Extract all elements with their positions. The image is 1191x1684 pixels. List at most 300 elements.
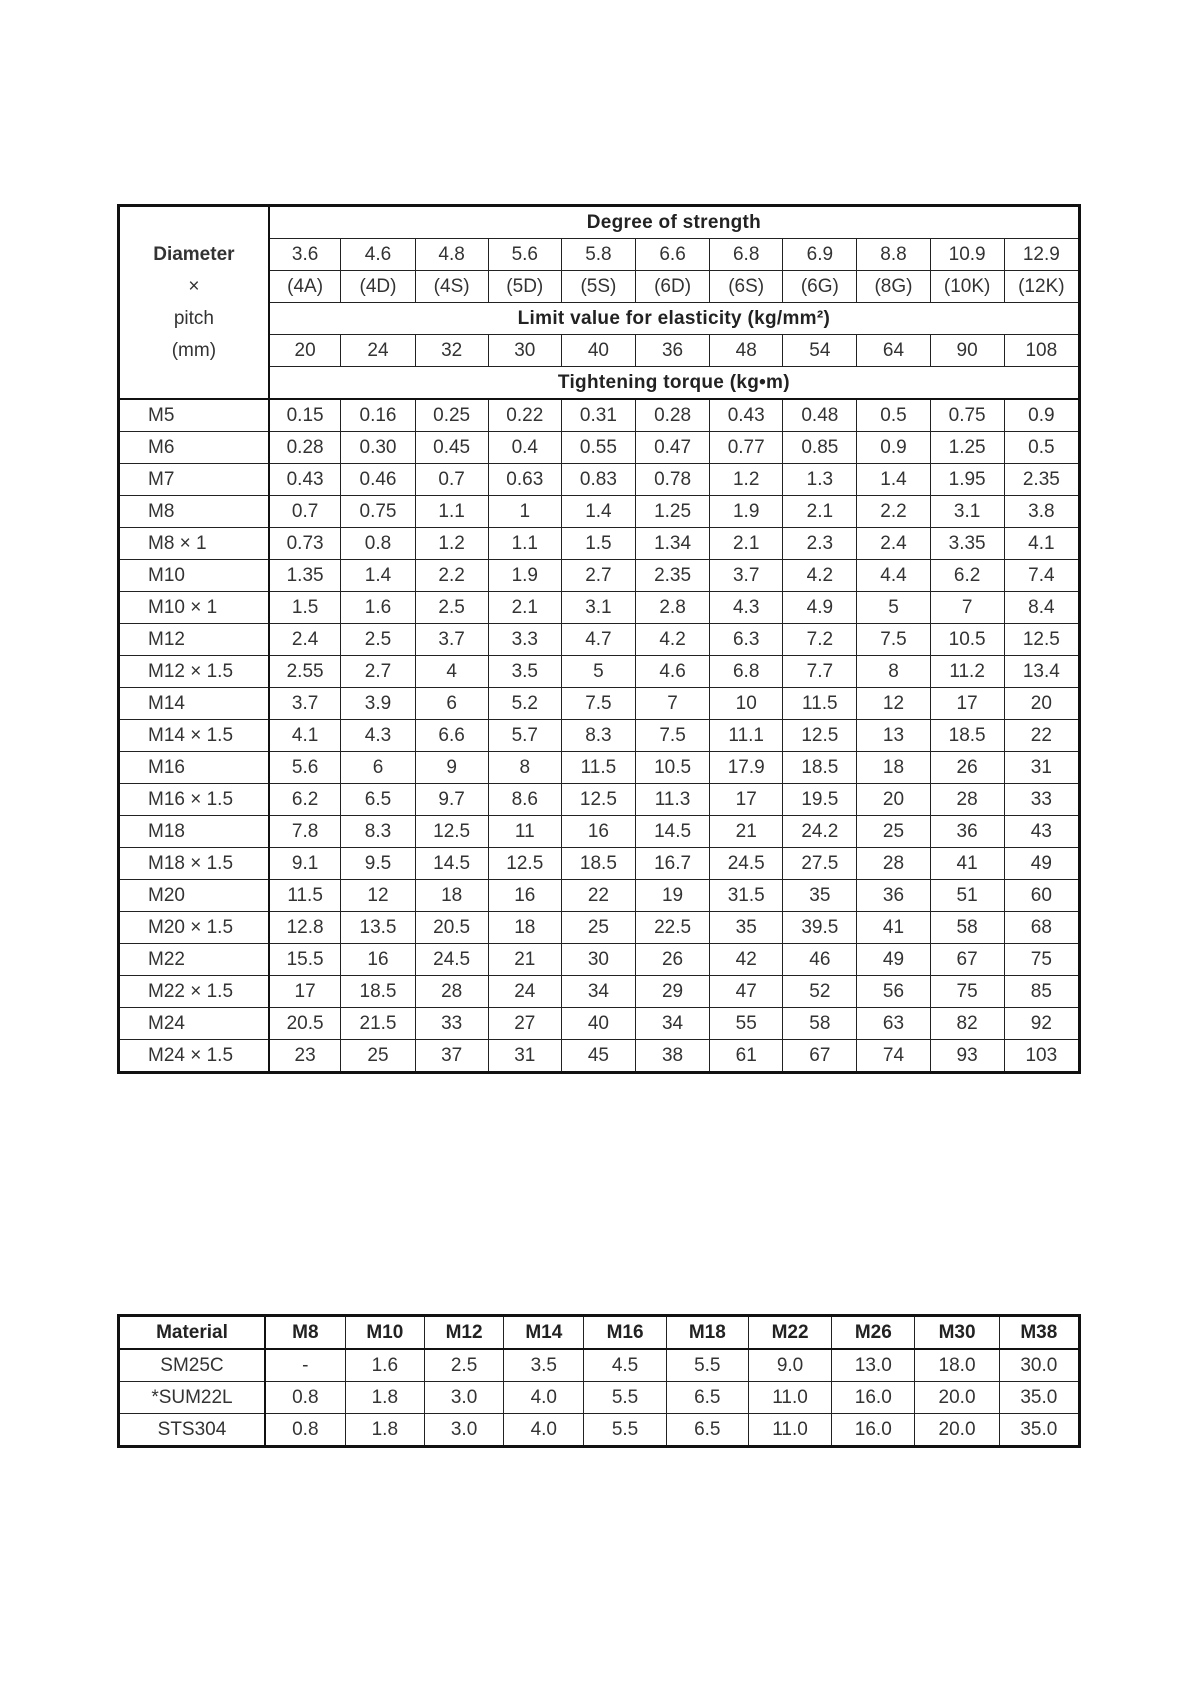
torque-value-cell: 41: [857, 912, 930, 944]
torque-value-cell: 61: [710, 1040, 783, 1073]
diameter-cell: M8 × 1: [119, 528, 269, 560]
torque-value-cell: 7.7: [783, 656, 857, 688]
table-row: [119, 848, 1080, 880]
torque-value-cell: 7.5: [561, 688, 635, 720]
material-value-cell: 3.5: [504, 1349, 584, 1382]
diameter-cell: M12 × 1.5: [119, 656, 269, 688]
torque-value-cell: 10: [710, 688, 783, 720]
torque-value-cell: 58: [930, 912, 1004, 944]
table-row: [119, 912, 1080, 944]
diameter-cell: M18 × 1.5: [119, 848, 269, 880]
torque-value-cell: 10.5: [635, 752, 709, 784]
torque-value-cell: 1: [488, 496, 561, 528]
torque-value-cell: 21.5: [341, 1008, 415, 1040]
tightening-torque-caption: Tightening torque (kg•m): [269, 367, 1080, 400]
torque-value-cell: 26: [930, 752, 1004, 784]
torque-value-cell: 0.48: [783, 399, 857, 432]
torque-value-cell: 1.1: [488, 528, 561, 560]
torque-value-cell: 8.4: [1004, 592, 1079, 624]
torque-value-cell: 18: [488, 912, 561, 944]
torque-value-cell: 11.1: [710, 720, 783, 752]
material-value-cell: 9.0: [748, 1349, 831, 1382]
grade-code-cell: (5D): [488, 271, 561, 303]
torque-value-cell: 0.77: [710, 432, 783, 464]
torque-value-cell: 14.5: [635, 816, 709, 848]
torque-value-cell: 82: [930, 1008, 1004, 1040]
torque-value-cell: 12.5: [783, 720, 857, 752]
torque-value-cell: 1.9: [488, 560, 561, 592]
torque-value-cell: 0.9: [857, 432, 930, 464]
torque-value-cell: 7.5: [857, 624, 930, 656]
torque-value-cell: 7: [635, 688, 709, 720]
table-row: [119, 592, 1080, 624]
torque-value-cell: 0.16: [341, 399, 415, 432]
torque-value-cell: 0.43: [710, 399, 783, 432]
torque-value-cell: 22.5: [635, 912, 709, 944]
material-value-cell: 3.0: [424, 1414, 503, 1447]
torque-value-cell: 0.75: [341, 496, 415, 528]
torque-value-cell: 1.9: [710, 496, 783, 528]
torque-value-cell: 28: [930, 784, 1004, 816]
torque-value-cell: 3.3: [488, 624, 561, 656]
torque-value-cell: 6.5: [341, 784, 415, 816]
grade-cell: 6.6: [635, 239, 709, 271]
grade-code-cell: (4D): [341, 271, 415, 303]
elasticity-cell: 48: [710, 335, 783, 367]
torque-value-cell: 2.7: [561, 560, 635, 592]
torque-value-cell: 43: [1004, 816, 1079, 848]
torque-value-cell: 2.5: [415, 592, 488, 624]
torque-value-cell: 17.9: [710, 752, 783, 784]
torque-value-cell: 8.3: [561, 720, 635, 752]
elasticity-caption: Limit value for elasticity (kg/mm²): [269, 303, 1080, 335]
elasticity-cell: 30: [488, 335, 561, 367]
elasticity-cell: 40: [561, 335, 635, 367]
diameter-cell: M20 × 1.5: [119, 912, 269, 944]
torque-value-cell: 12.8: [269, 912, 341, 944]
torque-value-cell: 20.5: [415, 912, 488, 944]
material-value-cell: 16.0: [832, 1382, 915, 1414]
torque-value-cell: 4.2: [635, 624, 709, 656]
elasticity-cell: 64: [857, 335, 930, 367]
torque-value-cell: 17: [269, 976, 341, 1008]
torque-value-cell: 85: [1004, 976, 1079, 1008]
torque-value-cell: 47: [710, 976, 783, 1008]
torque-value-cell: 25: [857, 816, 930, 848]
elasticity-cell: 54: [783, 335, 857, 367]
torque-value-cell: 0.30: [341, 432, 415, 464]
torque-value-cell: 7.8: [269, 816, 341, 848]
torque-value-cell: 13.5: [341, 912, 415, 944]
torque-value-cell: 1.3: [783, 464, 857, 496]
torque-value-cell: 4.3: [341, 720, 415, 752]
torque-value-cell: 2.2: [415, 560, 488, 592]
diameter-cell: M18: [119, 816, 269, 848]
torque-value-cell: 11: [488, 816, 561, 848]
torque-value-cell: 18: [415, 880, 488, 912]
torque-value-cell: 0.22: [488, 399, 561, 432]
material-value-cell: 16.0: [832, 1414, 915, 1447]
torque-value-cell: 4.9: [783, 592, 857, 624]
diameter-cell: M24: [119, 1008, 269, 1040]
torque-value-cell: 1.95: [930, 464, 1004, 496]
torque-value-cell: 1.2: [710, 464, 783, 496]
material-value-cell: 5.5: [584, 1382, 666, 1414]
material-value-cell: 11.0: [748, 1414, 831, 1447]
grade-code-cell: (6S): [710, 271, 783, 303]
torque-value-cell: 15.5: [269, 944, 341, 976]
torque-value-cell: 67: [930, 944, 1004, 976]
torque-value-cell: 13.4: [1004, 656, 1079, 688]
table-row: [119, 560, 1080, 592]
torque-value-cell: 0.45: [415, 432, 488, 464]
material-value-cell: -: [265, 1349, 345, 1382]
diameter-pitch-header: [119, 206, 269, 400]
torque-value-cell: 16: [488, 880, 561, 912]
material-value-cell: 1.6: [345, 1349, 424, 1382]
diameter-cell: M14: [119, 688, 269, 720]
material-value-cell: 3.0: [424, 1382, 503, 1414]
table-row: [119, 1382, 1080, 1414]
material-value-cell: 2.5: [424, 1349, 503, 1382]
elasticity-cell: 32: [415, 335, 488, 367]
torque-value-cell: 34: [635, 1008, 709, 1040]
torque-value-cell: 16: [341, 944, 415, 976]
diameter-cell: M8: [119, 496, 269, 528]
torque-value-cell: 23: [269, 1040, 341, 1073]
torque-value-cell: 25: [561, 912, 635, 944]
diameter-label: Diameter: [153, 243, 235, 265]
grade-code-cell: (12K): [1004, 271, 1079, 303]
torque-value-cell: 60: [1004, 880, 1079, 912]
torque-value-cell: 27: [488, 1008, 561, 1040]
torque-value-cell: 19.5: [783, 784, 857, 816]
diameter-cell: M24 × 1.5: [119, 1040, 269, 1073]
torque-value-cell: 3.7: [415, 624, 488, 656]
torque-value-cell: 7: [930, 592, 1004, 624]
torque-value-cell: 56: [857, 976, 930, 1008]
grade-cell: 5.8: [561, 239, 635, 271]
torque-value-cell: 68: [1004, 912, 1079, 944]
torque-value-cell: 36: [857, 880, 930, 912]
torque-value-cell: 14.5: [415, 848, 488, 880]
torque-value-cell: 7.4: [1004, 560, 1079, 592]
torque-value-cell: 8.3: [341, 816, 415, 848]
torque-value-cell: 6.2: [930, 560, 1004, 592]
torque-value-cell: 2.5: [341, 624, 415, 656]
material-value-cell: 6.5: [666, 1414, 748, 1447]
torque-value-cell: 1.6: [341, 592, 415, 624]
torque-value-cell: 6: [415, 688, 488, 720]
torque-value-cell: 4.1: [269, 720, 341, 752]
torque-value-cell: 20: [857, 784, 930, 816]
torque-value-cell: 3.8: [1004, 496, 1079, 528]
size-column-header: M22: [748, 1316, 831, 1350]
grade-cell: 12.9: [1004, 239, 1079, 271]
elasticity-cell: 24: [341, 335, 415, 367]
torque-value-cell: 11.5: [269, 880, 341, 912]
torque-value-cell: 1.4: [857, 464, 930, 496]
torque-value-cell: 1.34: [635, 528, 709, 560]
torque-value-cell: 0.4: [488, 432, 561, 464]
torque-value-cell: 92: [1004, 1008, 1079, 1040]
material-value-cell: 35.0: [999, 1414, 1079, 1447]
material-name-cell: SM25C: [119, 1349, 265, 1382]
torque-value-cell: 27.5: [783, 848, 857, 880]
pitch-label: pitch: [173, 307, 214, 329]
table-row: [119, 1349, 1080, 1382]
torque-value-cell: 35: [783, 880, 857, 912]
torque-value-cell: 0.5: [857, 399, 930, 432]
size-column-header: M14: [504, 1316, 584, 1350]
torque-value-cell: 49: [857, 944, 930, 976]
torque-value-cell: 7.2: [783, 624, 857, 656]
torque-value-cell: 12.5: [488, 848, 561, 880]
torque-value-cell: 6.3: [710, 624, 783, 656]
torque-value-cell: 3.9: [341, 688, 415, 720]
torque-value-cell: 8: [857, 656, 930, 688]
material-value-cell: 18.0: [915, 1349, 999, 1382]
torque-value-cell: 1.5: [561, 528, 635, 560]
torque-value-cell: 0.73: [269, 528, 341, 560]
torque-value-cell: 2.7: [341, 656, 415, 688]
torque-value-cell: 22: [1004, 720, 1079, 752]
table-row: [119, 1008, 1080, 1040]
torque-value-cell: 103: [1004, 1040, 1079, 1073]
torque-value-cell: 93: [930, 1040, 1004, 1073]
torque-value-cell: 39.5: [783, 912, 857, 944]
torque-value-cell: 4.7: [561, 624, 635, 656]
torque-value-cell: 16.7: [635, 848, 709, 880]
torque-value-cell: 12.5: [1004, 624, 1079, 656]
table-row: [119, 752, 1080, 784]
grade-cell: 6.8: [710, 239, 783, 271]
size-column-header: M26: [832, 1316, 915, 1350]
torque-value-cell: 31.5: [710, 880, 783, 912]
torque-value-cell: 21: [488, 944, 561, 976]
torque-value-cell: 2.4: [857, 528, 930, 560]
diameter-cell: M14 × 1.5: [119, 720, 269, 752]
table-row: [119, 528, 1080, 560]
size-column-header: M18: [666, 1316, 748, 1350]
torque-value-cell: 24.5: [415, 944, 488, 976]
material-torque-table: [117, 1314, 1081, 1448]
torque-value-cell: 4.1: [1004, 528, 1079, 560]
material-value-cell: 5.5: [584, 1414, 666, 1447]
unit-label: (mm): [171, 339, 217, 361]
torque-value-cell: 20: [1004, 688, 1079, 720]
material-value-cell: 13.0: [832, 1349, 915, 1382]
diameter-cell: M22 × 1.5: [119, 976, 269, 1008]
material-value-cell: 20.0: [915, 1382, 999, 1414]
diameter-cell: M22: [119, 944, 269, 976]
material-header-row: [119, 1316, 1080, 1350]
torque-value-cell: 1.25: [930, 432, 1004, 464]
torque-value-cell: 0.47: [635, 432, 709, 464]
torque-value-cell: 38: [635, 1040, 709, 1073]
elasticity-cell: 90: [930, 335, 1004, 367]
torque-value-cell: 5: [857, 592, 930, 624]
torque-value-cell: 12.5: [561, 784, 635, 816]
torque-value-cell: 45: [561, 1040, 635, 1073]
elasticity-cell: 20: [269, 335, 341, 367]
torque-value-cell: 0.28: [269, 432, 341, 464]
torque-value-cell: 18.5: [930, 720, 1004, 752]
table-row: [119, 399, 1080, 432]
torque-value-cell: 12.5: [415, 816, 488, 848]
torque-value-cell: 29: [635, 976, 709, 1008]
elasticity-cell: 36: [635, 335, 709, 367]
material-value-cell: 4.5: [584, 1349, 666, 1382]
torque-value-cell: 9.7: [415, 784, 488, 816]
diameter-cell: M12: [119, 624, 269, 656]
torque-value-cell: 4.6: [635, 656, 709, 688]
table-row: [119, 432, 1080, 464]
torque-value-cell: 3.5: [488, 656, 561, 688]
diameter-cell: M10 × 1: [119, 592, 269, 624]
grade-code-cell: (6D): [635, 271, 709, 303]
torque-value-cell: 2.8: [635, 592, 709, 624]
torque-value-cell: 0.25: [415, 399, 488, 432]
times-symbol: ×: [188, 275, 200, 297]
torque-value-cell: 1.2: [415, 528, 488, 560]
torque-value-cell: 7.5: [635, 720, 709, 752]
torque-value-cell: 5: [561, 656, 635, 688]
torque-value-cell: 4.2: [783, 560, 857, 592]
grade-cell: 4.8: [415, 239, 488, 271]
table-row: [119, 1040, 1080, 1073]
torque-value-cell: 2.35: [1004, 464, 1079, 496]
table-row: [119, 880, 1080, 912]
torque-value-cell: 1.1: [415, 496, 488, 528]
torque-value-cell: 24.5: [710, 848, 783, 880]
torque-value-cell: 10.5: [930, 624, 1004, 656]
torque-value-cell: 0.75: [930, 399, 1004, 432]
grade-code-cell: (8G): [857, 271, 930, 303]
torque-value-cell: 63: [857, 1008, 930, 1040]
torque-value-cell: 0.31: [561, 399, 635, 432]
torque-value-cell: 28: [857, 848, 930, 880]
torque-value-cell: 8.6: [488, 784, 561, 816]
elasticity-cell: 108: [1004, 335, 1079, 367]
torque-value-cell: 4.4: [857, 560, 930, 592]
size-column-header: M8: [265, 1316, 345, 1350]
torque-value-cell: 33: [1004, 784, 1079, 816]
torque-value-cell: 18.5: [783, 752, 857, 784]
torque-value-cell: 1.35: [269, 560, 341, 592]
size-column-header: M12: [424, 1316, 503, 1350]
table-row: [119, 784, 1080, 816]
torque-value-cell: 0.78: [635, 464, 709, 496]
torque-value-cell: 12: [341, 880, 415, 912]
torque-value-cell: 0.8: [341, 528, 415, 560]
table-row: [119, 624, 1080, 656]
torque-value-cell: 35: [710, 912, 783, 944]
torque-value-cell: 25: [341, 1040, 415, 1073]
diameter-cell: M6: [119, 432, 269, 464]
grade-code-cell: (5S): [561, 271, 635, 303]
torque-value-cell: 49: [1004, 848, 1079, 880]
torque-value-cell: 2.55: [269, 656, 341, 688]
torque-value-cell: 58: [783, 1008, 857, 1040]
torque-value-cell: 11.5: [783, 688, 857, 720]
torque-value-cell: 2.35: [635, 560, 709, 592]
grade-cell: 10.9: [930, 239, 1004, 271]
diameter-cell: M10: [119, 560, 269, 592]
torque-value-cell: 8: [488, 752, 561, 784]
degree-of-strength-caption: Degree of strength: [269, 206, 1080, 239]
torque-value-cell: 1.25: [635, 496, 709, 528]
diameter-cell: M16: [119, 752, 269, 784]
torque-value-cell: 21: [710, 816, 783, 848]
torque-value-cell: 3.7: [269, 688, 341, 720]
size-column-header: M16: [584, 1316, 666, 1350]
torque-value-cell: 0.85: [783, 432, 857, 464]
torque-value-cell: 3.7: [710, 560, 783, 592]
torque-value-cell: 1.4: [341, 560, 415, 592]
torque-value-cell: 19: [635, 880, 709, 912]
torque-value-cell: 18.5: [341, 976, 415, 1008]
size-column-header: M38: [999, 1316, 1079, 1350]
torque-value-cell: 5.2: [488, 688, 561, 720]
size-column-header: M10: [345, 1316, 424, 1350]
torque-value-cell: 0.7: [269, 496, 341, 528]
torque-value-cell: 0.28: [635, 399, 709, 432]
torque-value-cell: 3.1: [930, 496, 1004, 528]
torque-value-cell: 5.6: [269, 752, 341, 784]
material-column-header: Material: [119, 1316, 265, 1350]
torque-value-cell: 0.7: [415, 464, 488, 496]
material-name-cell: *SUM22L: [119, 1382, 265, 1414]
material-name-cell: STS304: [119, 1414, 265, 1447]
grade-code-cell: (6G): [783, 271, 857, 303]
torque-value-cell: 24: [488, 976, 561, 1008]
torque-value-cell: 30: [561, 944, 635, 976]
torque-value-cell: 13: [857, 720, 930, 752]
material-value-cell: 4.0: [504, 1382, 584, 1414]
table-row: [119, 656, 1080, 688]
material-value-cell: 11.0: [748, 1382, 831, 1414]
torque-value-cell: 36: [930, 816, 1004, 848]
torque-value-cell: 55: [710, 1008, 783, 1040]
torque-value-cell: 17: [710, 784, 783, 816]
torque-value-cell: 9.1: [269, 848, 341, 880]
torque-value-cell: 42: [710, 944, 783, 976]
material-value-cell: 1.8: [345, 1414, 424, 1447]
diameter-cell: M7: [119, 464, 269, 496]
torque-value-cell: 75: [930, 976, 1004, 1008]
torque-value-cell: 2.1: [783, 496, 857, 528]
material-value-cell: 0.8: [265, 1414, 345, 1447]
table-row: [119, 688, 1080, 720]
torque-value-cell: 75: [1004, 944, 1079, 976]
grade-cell: 5.6: [488, 239, 561, 271]
torque-value-cell: 33: [415, 1008, 488, 1040]
torque-value-cell: 2.3: [783, 528, 857, 560]
torque-value-cell: 2.1: [710, 528, 783, 560]
table-row: [119, 816, 1080, 848]
torque-value-cell: 17: [930, 688, 1004, 720]
torque-value-cell: 24.2: [783, 816, 857, 848]
torque-value-cell: 4: [415, 656, 488, 688]
table-row: [119, 1414, 1080, 1447]
grade-code-cell: (4S): [415, 271, 488, 303]
table-row: [119, 720, 1080, 752]
table-row: [119, 976, 1080, 1008]
torque-value-cell: 1.5: [269, 592, 341, 624]
torque-value-cell: 2.4: [269, 624, 341, 656]
material-value-cell: 6.5: [666, 1382, 748, 1414]
